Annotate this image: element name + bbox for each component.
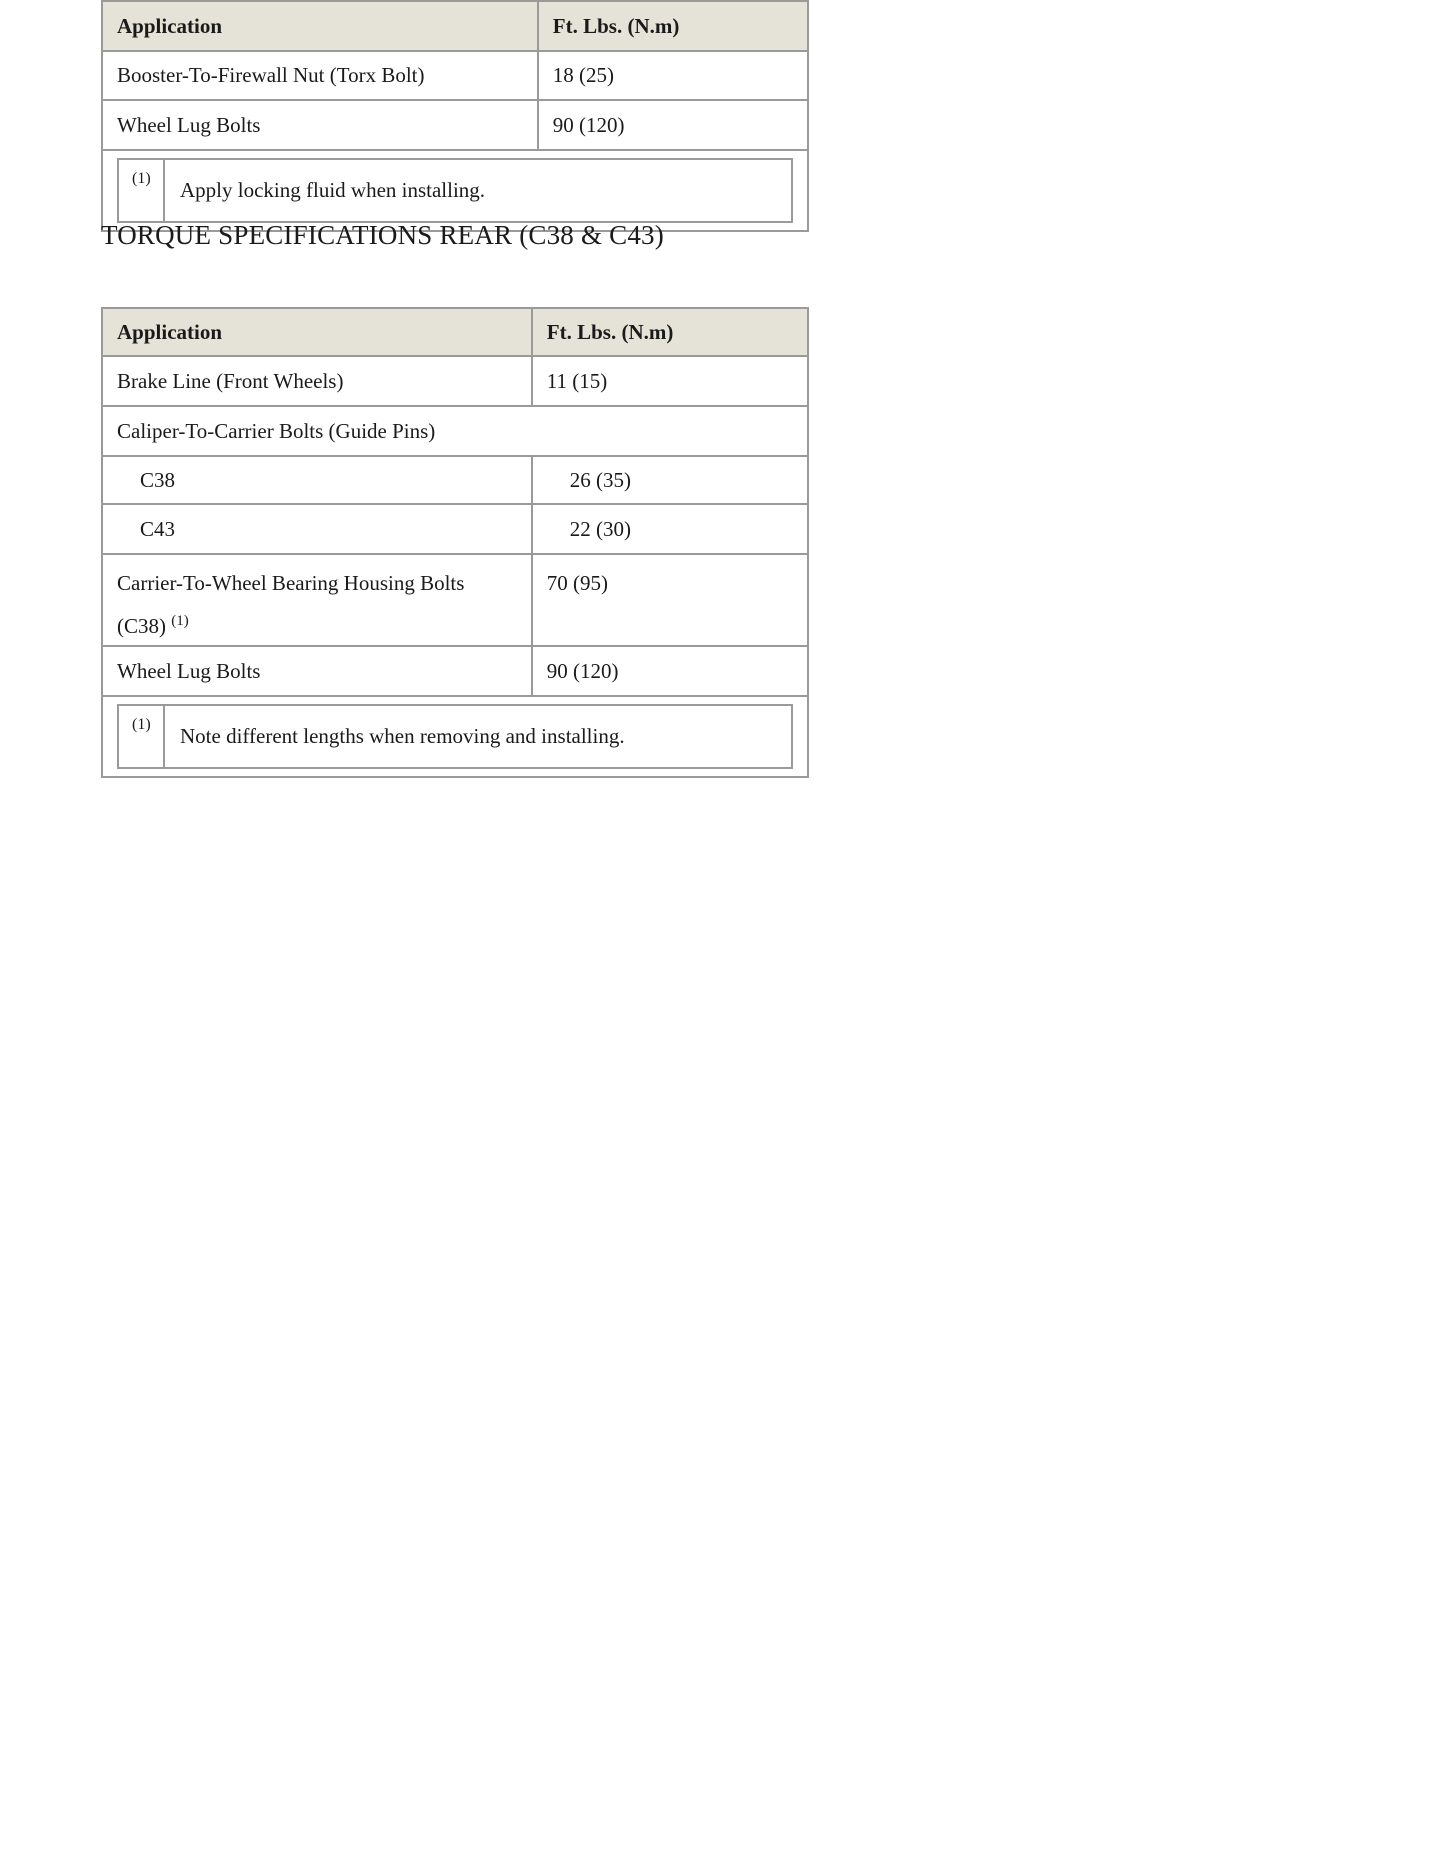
footnote-ref: (1) [171,613,189,629]
footnote-box [117,704,793,769]
footnote-box [117,158,793,223]
torque-cell: 70 (95) [532,554,808,646]
footnote-marker: (1) [118,705,164,768]
torque-cell: 11 (15) [532,356,808,406]
column-header-torque: Ft. Lbs. (N.m) [538,1,808,51]
table-header-row [102,308,808,356]
footnote-text: Apply locking fluid when installing. [164,159,792,222]
table-row [102,504,808,554]
table-row [102,456,808,504]
application-cell: Brake Line (Front Wheels) [102,356,532,406]
table-row [102,406,808,456]
footnote-row [102,150,808,231]
torque-cell: 90 (120) [538,100,808,150]
torque-cell: 90 (120) [532,646,808,696]
table-row [102,356,808,406]
application-cell: Wheel Lug Bolts [102,646,532,696]
footnote-row [102,696,808,777]
torque-cell: 18 (25) [538,51,808,100]
torque-table-rear [101,307,809,778]
torque-cell: 22 (30) [532,504,808,554]
section-heading: TORQUE SPECIFICATIONS REAR (C38 & C43) [101,220,664,250]
application-cell: Booster-To-Firewall Nut (Torx Bolt) [102,51,538,100]
table-row [102,646,808,696]
application-cell: C38 [102,456,532,504]
column-header-torque: Ft. Lbs. (N.m) [532,308,808,356]
application-text: Carrier-To-Wheel Bearing Housing Bolts (C38) [117,571,465,638]
application-cell: C43 [102,504,532,554]
column-header-application: Application [102,1,538,51]
footnote-text: Note different lengths when removing and installing. [164,705,792,768]
table-row [102,51,808,100]
table-row [102,100,808,150]
table-row [102,554,808,646]
torque-cell: 26 (35) [532,456,808,504]
application-cell: Wheel Lug Bolts [102,100,538,150]
application-cell [102,554,532,646]
table-header-row [102,1,808,51]
torque-table-front [101,0,809,232]
column-header-application: Application [102,308,532,356]
footnote-marker: (1) [118,159,164,222]
application-group-cell: Caliper-To-Carrier Bolts (Guide Pins) [102,406,808,456]
